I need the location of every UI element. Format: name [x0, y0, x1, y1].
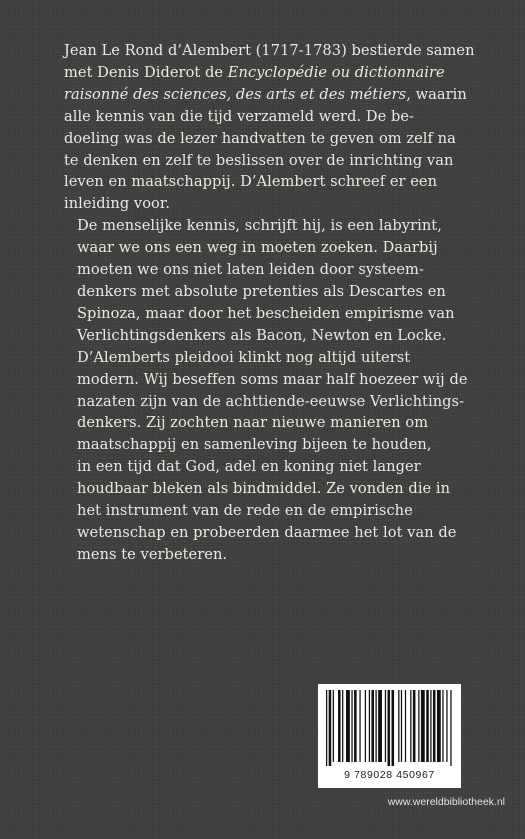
text-segment: te denken en zelf te beslissen over de inrichting van	[64, 151, 454, 169]
text-line	[64, 106, 464, 128]
text-segment: houdbaar bleken als bindmiddel. Ze vonden die in	[77, 480, 451, 498]
barcode-bar	[369, 690, 370, 762]
text-line	[64, 369, 468, 391]
barcode-bar	[413, 690, 416, 762]
text-segment: Encyclopédie ou dictionnaire	[227, 63, 445, 81]
text-segment: nazaten zijn van de achttiende-eeuwse Verlichtings-	[77, 392, 465, 410]
barcode-bar	[398, 690, 399, 762]
barcode-bar	[433, 690, 436, 762]
barcode-bar	[351, 690, 352, 762]
barcode-bar	[405, 690, 406, 762]
text-line	[64, 259, 464, 281]
text-line	[64, 544, 464, 566]
text-line	[64, 456, 464, 478]
text-line	[64, 347, 464, 369]
text-line	[64, 412, 464, 434]
barcode-bar	[426, 690, 429, 762]
text-segment: mens te verbeteren.	[77, 545, 228, 563]
barcode-bar	[418, 690, 419, 762]
text-segment: raisonné des sciences, des arts et des métiers	[64, 85, 407, 103]
text-segment: met Denis Diderot de	[64, 63, 228, 81]
text-line	[64, 391, 464, 413]
barcode-bar	[359, 690, 360, 762]
text-segment: denkers met absolute pretenties als Descartes en	[77, 282, 446, 300]
text-segment: maatschappij en samenleving bijeen te houden,	[77, 436, 432, 454]
text-segment: inleiding voor.	[64, 195, 171, 213]
barcode-bar	[437, 690, 441, 762]
publisher-website[interactable]: www.wereldbibliotheek.nl	[387, 796, 505, 808]
barcode-bar	[326, 690, 327, 766]
blurb-text	[64, 40, 475, 566]
text-segment: denkers. Zij zochten naar nieuwe manieren om	[77, 414, 429, 432]
barcode-bar	[365, 690, 366, 762]
text-segment: leven en maatschappij. D’Alembert schreef er een	[64, 173, 438, 191]
barcode-bar	[342, 690, 343, 762]
text-line	[64, 171, 464, 193]
barcode-bar	[430, 690, 431, 762]
text-segment: , waarin	[406, 85, 467, 103]
barcode-bar	[442, 690, 443, 762]
paragraph	[64, 40, 475, 215]
barcode-bar	[387, 690, 390, 766]
text-line	[64, 281, 464, 303]
text-segment: De menselijke kennis, schrijft hij, is een labyrint,	[77, 217, 442, 235]
text-segment: modern. Wij beseffen soms maar half hoezeer wij de	[77, 370, 468, 388]
barcode-bar	[329, 690, 332, 766]
barcode-bar	[421, 690, 425, 762]
text-line	[64, 500, 464, 522]
text-segment: Verlichtingsdenkers als Bacon, Newton en Locke.	[77, 326, 447, 344]
text-line	[64, 325, 464, 347]
barcode-bar	[333, 690, 334, 762]
isbn-number: 9 789028 450967	[344, 769, 435, 781]
text-segment: alle kennis van die tijd verzameld werd. De be-	[64, 107, 415, 125]
text-line	[64, 84, 467, 106]
text-segment: in een tijd dat God, adel en koning niet langer	[77, 458, 421, 476]
paragraph	[64, 215, 464, 346]
barcode-bar	[450, 690, 451, 766]
barcode-bar	[338, 690, 341, 762]
barcode-bar	[392, 690, 395, 766]
text-segment: waar we ons een weg in moeten zoeken. Daarbij	[77, 239, 438, 257]
text-segment: D’Alemberts pleidooi klinkt nog altijd uiterst	[77, 348, 411, 366]
text-line	[64, 40, 475, 62]
text-line	[64, 303, 464, 325]
text-line	[64, 522, 464, 544]
text-line	[64, 215, 464, 237]
text-line	[64, 150, 464, 172]
text-segment: Spinoza, maar door het bescheiden empirisme van	[77, 304, 455, 322]
barcode-bar	[410, 690, 411, 762]
text-line	[64, 478, 464, 500]
text-line	[64, 237, 464, 259]
text-line	[64, 62, 464, 84]
barcode-bar	[385, 690, 386, 762]
barcode-bar	[446, 690, 447, 762]
barcode-bar	[401, 690, 402, 762]
barcode-bar	[354, 690, 357, 762]
paragraph	[64, 347, 468, 566]
text-line	[64, 434, 464, 456]
barcode-bar	[371, 690, 374, 762]
text-segment: Jean Le Rond d’Alembert (1717-1783) bestierde samen	[64, 42, 475, 59]
text-segment: moeten we ons niet laten leiden door systeem-	[77, 261, 424, 279]
text-segment: doeling was de lezer handvatten te geven om zelf na	[64, 129, 456, 147]
barcode-bar	[375, 690, 376, 762]
text-segment: het instrument van de rede en de empirische	[77, 502, 413, 520]
text-segment: wetenschap en probeerden daarmee het lot van de	[77, 523, 457, 541]
text-line	[64, 128, 464, 150]
barcode-icon	[326, 690, 453, 766]
barcode-bar	[346, 690, 350, 762]
barcode-label	[318, 684, 461, 788]
barcode-bar	[378, 690, 382, 762]
text-line	[64, 193, 464, 215]
